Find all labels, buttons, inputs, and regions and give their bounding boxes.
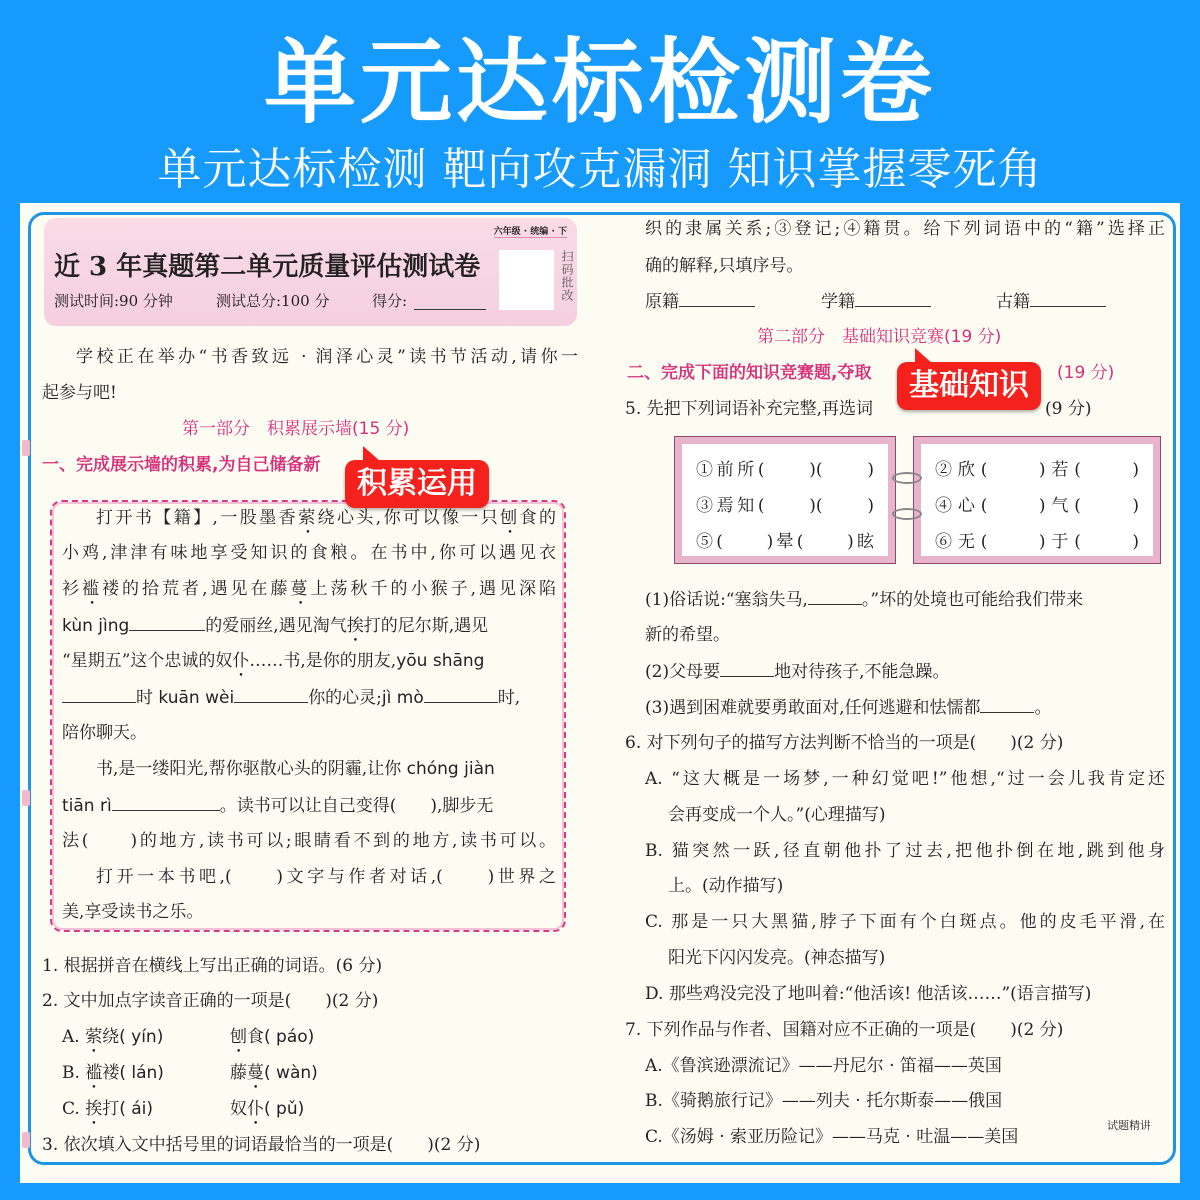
passage-line <box>62 649 484 681</box>
question-3: 3. 依次填入文中括号里的词语最恰当的一项是( )(2 分) <box>42 1135 481 1155</box>
text-segment: 萦 <box>298 508 318 528</box>
q6-option-c[interactable]: C. 那是一只大黑猫,脖子下面有个白斑点。他的皮毛平滑,在 <box>645 912 1165 932</box>
passage-line: 美,享受读书之乐。 <box>62 902 204 922</box>
text-segment: 的爱丽丝,遇见淘气 <box>205 616 347 636</box>
q2-option-a-2 <box>230 1025 314 1057</box>
word-item: ⑤( )晕( )眩 <box>696 532 874 552</box>
exam-header <box>44 218 577 326</box>
text-segment: 蔓 <box>290 579 311 599</box>
question-6: 6. 对下列句子的描写方法判断不恰当的一项是( )(2 分) <box>625 733 1064 753</box>
text-segment: 打 <box>102 1099 120 1119</box>
answer-blank[interactable] <box>855 289 931 307</box>
text-segment: 时, <box>497 688 521 708</box>
qr-code[interactable] <box>499 250 554 310</box>
edge-tab <box>22 1132 30 1148</box>
passage-line <box>96 757 495 781</box>
edge-tab <box>22 790 30 806</box>
word-item: ③焉知( )( ) <box>696 496 874 516</box>
q7-option-a[interactable]: A.《鲁滨逊漂流记》——丹尼尔 · 笛福——英国 <box>645 1056 1002 1076</box>
text-segment: 奴 <box>230 1099 247 1119</box>
intro-line: 起参与吧! <box>42 383 117 403</box>
q7-option-c[interactable]: C.《汤姆 · 索亚历险记》——马克 · 吐温——美国 <box>645 1127 1019 1147</box>
text-segment: 书,是一缕阳光,帮你驱散心头的阴霾,让你 <box>96 759 407 779</box>
text-segment: 打的尼尔斯,遇见 <box>363 616 489 636</box>
binder-ring <box>892 508 922 520</box>
word-item: ④心( )气( ) <box>935 496 1139 516</box>
text-segment: 地对待孩子,不能急躁。 <box>774 662 950 682</box>
passage-line: 陪你聊天。 <box>62 723 147 743</box>
passage-line: 打开一本书吧,( )文字与作者对话,( )世界之 <box>96 867 556 887</box>
text-segment: 挨 <box>85 1099 103 1119</box>
text-segment: 上荡秋千的小猴子,遇见深陷 <box>310 579 557 599</box>
passage-line <box>62 685 520 710</box>
question-2: 2. 文中加点字读音正确的一项是( )(2 分) <box>42 991 379 1011</box>
passage-line <box>62 577 556 609</box>
q2-option-c-2 <box>230 1097 304 1129</box>
text-segment: 褴 <box>82 579 103 599</box>
q6-option-b[interactable]: B. 猫突然一跃,径直朝他扑了过去,把他扑倒在地,跳到他身 <box>645 841 1165 861</box>
text-segment: kùn jìng <box>62 616 130 636</box>
text-segment: A. <box>62 1027 86 1047</box>
q6-option-d[interactable]: D. 那些鸡没完没了地叫着:“他活该! 他活该……”(语言描写) <box>645 984 1092 1004</box>
q4-text: 确的解释,只填序号。 <box>645 256 804 276</box>
ji-word-3 <box>996 289 1106 314</box>
text-segment: “星期五”这个忠诚的奴 <box>62 651 233 671</box>
passage-line <box>62 506 556 538</box>
badge-accumulation: 积累运用 <box>345 460 489 508</box>
word-box-right <box>914 437 1160 563</box>
q5-sentence-1-cont: 新的希望。 <box>645 625 730 645</box>
answer-blank[interactable] <box>129 613 205 631</box>
text-segment: B. <box>62 1063 86 1083</box>
text-segment: (1)俗话说:“塞翁失马, <box>645 590 808 610</box>
answer-blank[interactable] <box>424 685 498 703</box>
text-segment: ( pǔ) <box>264 1099 305 1119</box>
text-segment: 刨 <box>230 1027 247 1047</box>
q5-sentence-3 <box>645 695 1051 720</box>
text-segment: 古籍 <box>996 292 1030 312</box>
test-time: 测试时间:90 分钟 <box>54 292 173 310</box>
answer-blank[interactable] <box>720 659 774 677</box>
answer-blank[interactable] <box>1030 289 1106 307</box>
text-segment: tiān rì <box>62 796 112 816</box>
passage-line <box>62 613 488 646</box>
q2-option-a[interactable] <box>62 1025 163 1057</box>
text-segment: yōu shāng <box>396 651 485 671</box>
section2-heading: 二、完成下面的知识竞赛题,夺取 <box>627 363 872 383</box>
text-segment: 打开书【籍】,一股墨香 <box>96 508 299 528</box>
question-5-score: (9 分) <box>1045 399 1092 419</box>
score-label: 得分: <box>372 292 408 310</box>
text-segment: ( yín) <box>119 1027 164 1047</box>
word-item: ⑥无( )于( ) <box>935 532 1139 552</box>
q4-text: 织的隶属关系;③登记;④籍贯。给下列词语中的“籍”选择正 <box>645 219 1165 239</box>
q6-option-a-cont: 会再变成一个人。”(心理描写) <box>668 805 886 825</box>
part1-heading: 第一部分 积累展示墙(15 分) <box>182 419 410 439</box>
text-segment: 褴 <box>85 1063 103 1083</box>
text-segment: chóng jiàn <box>406 759 495 779</box>
text-segment: 衫 <box>62 579 83 599</box>
q7-option-b[interactable]: B.《骑鹅旅行记》——列夫 · 托尔斯泰——俄国 <box>645 1091 1003 1111</box>
text-segment: ( lán) <box>119 1063 164 1083</box>
text-segment: 。读书可以让自己变得( ),脚步无 <box>219 796 494 816</box>
text-segment: 藤 <box>230 1063 247 1083</box>
text-segment: ( páo) <box>264 1027 315 1047</box>
text-segment: 仆 <box>247 1099 264 1119</box>
q5-sentence-2 <box>645 659 950 684</box>
score-blank <box>414 292 486 310</box>
q6-option-c-cont: 阳光下闪闪发亮。(神态描写) <box>668 948 886 968</box>
q2-option-c[interactable] <box>62 1097 153 1129</box>
part2-heading: 第二部分 基础知识竞赛(19 分) <box>757 327 1002 347</box>
binder-ring <box>892 472 922 484</box>
text-segment: (3)遇到困难就要勇敢面对,任何逃避和怯懦都 <box>645 698 981 718</box>
q2-option-b[interactable] <box>62 1061 164 1093</box>
intro-line: 学校正在举办“书香致远 · 润泽心灵”读书节活动,请你一 <box>76 347 578 367</box>
text-segment: 。”坏的处境也可能给我们带来 <box>861 590 1084 610</box>
answer-blank[interactable] <box>679 289 755 307</box>
passage-line <box>62 793 493 818</box>
text-segment: ( wàn) <box>264 1063 318 1083</box>
text-segment: ( ái) <box>119 1099 154 1119</box>
section1-heading: 一、完成展示墙的积累,为自己储备新 <box>42 455 321 475</box>
scan-label: 扫码批改 <box>560 250 574 302</box>
text-segment: 挨 <box>346 616 364 636</box>
text-segment: 食 <box>247 1027 264 1047</box>
text-segment: 萦 <box>85 1027 103 1047</box>
passage-line: 法( )的地方,读书可以;眼睛看不到的地方,读书可以。 <box>62 831 556 851</box>
text-segment: ……书,是你的朋友, <box>249 651 397 671</box>
word-item: ①前所( )( ) <box>696 460 874 480</box>
answer-blank[interactable] <box>112 793 220 811</box>
answer-blank[interactable] <box>234 685 308 703</box>
text-segment: 绕心头,你可以像一只 <box>317 508 501 528</box>
text-segment: 时 <box>136 688 159 708</box>
question-1: 1. 根据拼音在横线上写出正确的词语。(6 分) <box>42 956 383 976</box>
badge-basic-knowledge: 基础知识 <box>897 362 1041 410</box>
q2-option-b-2 <box>230 1061 318 1093</box>
word-item: ②欣( )若( ) <box>935 460 1139 480</box>
text-segment: 。 <box>1034 698 1052 718</box>
text-segment: C. <box>62 1099 86 1119</box>
word-box-left <box>675 437 895 563</box>
test-total: 测试总分:100 分 <box>216 292 330 310</box>
answer-blank[interactable] <box>808 587 862 605</box>
grade-label: 六年级 · 统编 · 下 <box>494 224 567 238</box>
text-segment: 蔓 <box>247 1063 264 1083</box>
text-segment: jì mò <box>381 688 424 708</box>
text-segment: 褛 <box>102 1063 120 1083</box>
section2-score: (19 分) <box>1057 363 1115 383</box>
text-segment: kuān wèi <box>158 688 235 708</box>
text-segment: 食的 <box>519 508 557 528</box>
q5-sentence-1 <box>645 587 1083 612</box>
q6-option-b-cont: 上。(动作描写) <box>668 876 784 896</box>
ji-word-2 <box>821 289 931 314</box>
question-5: 5. 先把下列词语补充完整,再选词 <box>625 399 874 419</box>
text-segment: 你的心灵; <box>308 688 382 708</box>
banner-subtitle: 单元达标检测 靶向攻克漏洞 知识掌握零死角 <box>157 144 1043 195</box>
question-7: 7. 下列作品与作者、国籍对应不正确的一项是( )(2 分) <box>625 1020 1064 1040</box>
passage-line: 小鸡,津津有味地享受知识的食粮。在书中,你可以遇见衣 <box>62 543 556 563</box>
text-segment: 原籍 <box>645 292 679 312</box>
answer-blank[interactable] <box>980 695 1034 713</box>
text-segment: 仆 <box>232 651 250 671</box>
answer-blank[interactable] <box>62 685 136 703</box>
text-segment: 褛的拾荒者,遇见在藤 <box>102 579 291 599</box>
explain-label[interactable]: 试题精讲 <box>1107 1119 1151 1132</box>
text-segment: (2)父母要 <box>645 662 721 682</box>
text-segment: 绕 <box>102 1027 120 1047</box>
exam-title: 近 3 年真题第二单元质量评估测试卷 <box>54 252 481 282</box>
edge-tab <box>22 440 30 456</box>
q6-option-a[interactable]: A. “这大概是一场梦,一种幻觉吧!”他想,“过一会儿我肯定还 <box>645 769 1165 789</box>
banner-title: 单元达标检测卷 <box>263 29 936 136</box>
ji-word-1 <box>645 289 755 314</box>
text-segment: 学籍 <box>821 292 855 312</box>
text-segment: 刨 <box>500 508 520 528</box>
